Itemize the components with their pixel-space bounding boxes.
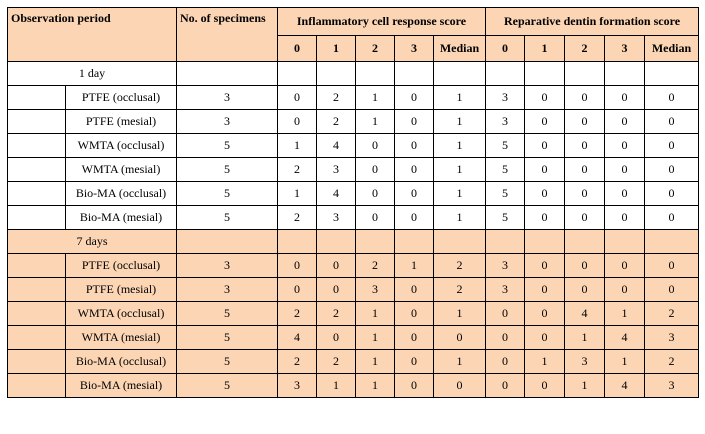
inflam-score-cell: 0 (395, 134, 434, 158)
inflam-score-cell: 0 (395, 278, 434, 302)
inflam-score-cell: 0 (395, 374, 434, 398)
inflam-median-cell: 1 (434, 206, 486, 230)
inflam-score-cell: 0 (395, 158, 434, 182)
repar-score-cell: 0 (525, 110, 565, 134)
table-row (8, 326, 699, 350)
material-cell: WMTA (occlusal) (66, 302, 177, 326)
repar-score-cell: 0 (525, 326, 565, 350)
repar-score-cell: 0 (605, 206, 645, 230)
empty-cell (486, 230, 525, 254)
inflam-score-cell: 2 (317, 350, 356, 374)
specimen-count-cell: 3 (177, 86, 278, 110)
repar-median-cell: 0 (645, 278, 699, 302)
empty-cell (434, 230, 486, 254)
inflam-score-cell: 3 (317, 206, 356, 230)
inflam-score-cell: 1 (278, 134, 317, 158)
table-row (8, 134, 699, 158)
empty-cell (525, 230, 565, 254)
repar-median-cell: 0 (645, 182, 699, 206)
inflam-score-cell: 2 (278, 350, 317, 374)
repar-score-cell: 0 (565, 182, 605, 206)
inflam-score-cell: 0 (278, 86, 317, 110)
empty-cell (565, 62, 605, 86)
specimen-count-cell: 5 (177, 182, 278, 206)
specimen-count-cell: 5 (177, 374, 278, 398)
indent-cell (8, 86, 66, 110)
empty-cell (177, 62, 278, 86)
indent-cell (8, 326, 66, 350)
table-row (8, 254, 699, 278)
inflam-score-cell: 0 (395, 206, 434, 230)
inflam-score-cell: 0 (356, 206, 395, 230)
empty-cell (356, 230, 395, 254)
repar-score-cell: 0 (486, 302, 525, 326)
inflam-median-cell: 0 (434, 326, 486, 350)
repar-score-cell: 0 (565, 86, 605, 110)
specimen-count-cell: 3 (177, 278, 278, 302)
repar-score-cell: 5 (486, 206, 525, 230)
repar-score-cell: 5 (486, 134, 525, 158)
specimen-count-cell: 5 (177, 206, 278, 230)
inflam-median-col: Median (434, 36, 486, 62)
table-row (8, 86, 699, 110)
repar-score-cell: 0 (525, 158, 565, 182)
indent-cell (8, 206, 66, 230)
repar-median-cell: 2 (645, 350, 699, 374)
inflam-median-cell: 1 (434, 158, 486, 182)
inflam-median-cell: 1 (434, 350, 486, 374)
repar-median-cell: 0 (645, 134, 699, 158)
observation-period-header: Observation period (8, 8, 177, 62)
material-cell: Bio-MA (occlusal) (66, 350, 177, 374)
specimen-count-cell: 5 (177, 302, 278, 326)
repar-median-cell: 3 (645, 326, 699, 350)
material-cell: PTFE (occlusal) (66, 254, 177, 278)
empty-cell (645, 230, 699, 254)
inflam-median-cell: 2 (434, 278, 486, 302)
inflam-score-cell: 3 (278, 374, 317, 398)
indent-cell (8, 278, 66, 302)
repar-score-cell: 4 (605, 374, 645, 398)
specimens-header: No. of specimens (177, 8, 278, 62)
repar-median-cell: 0 (645, 158, 699, 182)
table-body (8, 62, 699, 398)
table-row (8, 350, 699, 374)
repar-median-cell: 0 (645, 110, 699, 134)
repar-score-cell: 0 (565, 206, 605, 230)
inflam-score-cell: 1 (278, 182, 317, 206)
table-row (8, 158, 699, 182)
inflam-score-cell: 0 (356, 134, 395, 158)
inflam-median-cell: 1 (434, 302, 486, 326)
inflam-score-cell: 1 (317, 374, 356, 398)
indent-cell (8, 254, 66, 278)
empty-cell (434, 62, 486, 86)
inflam-score-cell: 0 (395, 86, 434, 110)
specimen-count-cell: 5 (177, 350, 278, 374)
specimen-count-cell: 5 (177, 326, 278, 350)
material-cell: PTFE (mesial) (66, 110, 177, 134)
repar-score-cell: 0 (525, 134, 565, 158)
inflam-score-cell: 1 (356, 350, 395, 374)
specimen-count-cell: 5 (177, 134, 278, 158)
material-cell: Bio-MA (occlusal) (66, 182, 177, 206)
repar-score-cell: 0 (565, 110, 605, 134)
inflam-score-cell: 3 (317, 158, 356, 182)
indent-cell (8, 302, 66, 326)
indent-cell (8, 350, 66, 374)
table-row (8, 278, 699, 302)
inflam-score-cell: 0 (356, 182, 395, 206)
repar-score-cell: 0 (565, 158, 605, 182)
material-cell: WMTA (occlusal) (66, 134, 177, 158)
inflam-score-cell: 1 (356, 110, 395, 134)
indent-cell (8, 134, 66, 158)
inflam-score-cell: 4 (317, 134, 356, 158)
repar-score-cell: 5 (486, 158, 525, 182)
repar-score-cell: 0 (565, 278, 605, 302)
repar-score-cell: 1 (565, 374, 605, 398)
repar-median-cell: 0 (645, 206, 699, 230)
empty-cell (278, 230, 317, 254)
material-cell: PTFE (mesial) (66, 278, 177, 302)
inflam-score-cell: 0 (395, 110, 434, 134)
inflam-median-cell: 2 (434, 254, 486, 278)
empty-cell (395, 230, 434, 254)
table-row (8, 182, 699, 206)
indent-cell (8, 110, 66, 134)
inflam-score-col: 2 (356, 36, 395, 62)
inflam-score-cell: 2 (317, 86, 356, 110)
inflam-score-cell: 1 (356, 374, 395, 398)
repar-score-cell: 0 (525, 182, 565, 206)
repar-score-cell: 0 (525, 206, 565, 230)
repar-median-cell: 0 (645, 86, 699, 110)
material-cell: WMTA (mesial) (66, 158, 177, 182)
empty-cell (525, 62, 565, 86)
repar-score-cell: 0 (605, 110, 645, 134)
reparative-header: Reparative dentin formation score (486, 8, 699, 36)
inflam-median-cell: 0 (434, 374, 486, 398)
empty-cell (486, 62, 525, 86)
inflam-score-cell: 0 (278, 278, 317, 302)
repar-score-cell: 3 (565, 350, 605, 374)
inflam-median-cell: 1 (434, 110, 486, 134)
repar-score-cell: 0 (565, 254, 605, 278)
repar-score-cell: 0 (525, 86, 565, 110)
indent-cell (8, 374, 66, 398)
empty-cell (317, 230, 356, 254)
repar-score-cell: 0 (605, 158, 645, 182)
inflam-score-cell: 1 (356, 326, 395, 350)
repar-score-cell: 0 (605, 86, 645, 110)
repar-score-cell: 5 (486, 182, 525, 206)
inflam-score-cell: 2 (278, 206, 317, 230)
empty-cell (278, 62, 317, 86)
table-header (8, 8, 699, 62)
empty-cell (645, 62, 699, 86)
material-cell: WMTA (mesial) (66, 326, 177, 350)
repar-score-col: 2 (565, 36, 605, 62)
inflam-score-cell: 0 (356, 158, 395, 182)
inflam-score-cell: 1 (356, 86, 395, 110)
repar-score-cell: 0 (605, 134, 645, 158)
repar-median-cell: 3 (645, 374, 699, 398)
period-row (8, 230, 699, 254)
repar-score-cell: 0 (605, 254, 645, 278)
empty-cell (177, 230, 278, 254)
repar-score-cell: 0 (525, 278, 565, 302)
repar-score-cell: 3 (486, 254, 525, 278)
inflam-score-cell: 0 (278, 254, 317, 278)
period-row (8, 62, 699, 86)
inflam-score-cell: 0 (395, 182, 434, 206)
repar-score-cell: 3 (486, 278, 525, 302)
indent-cell (8, 182, 66, 206)
inflam-score-cell: 0 (395, 350, 434, 374)
inflam-score-cell: 4 (317, 182, 356, 206)
period-label: 7 days (8, 230, 177, 254)
repar-score-cell: 0 (605, 278, 645, 302)
repar-score-cell: 4 (565, 302, 605, 326)
repar-median-cell: 0 (645, 254, 699, 278)
inflammatory-header: Inflammatory cell response score (278, 8, 486, 36)
repar-score-cell: 0 (605, 182, 645, 206)
repar-score-cell: 0 (486, 326, 525, 350)
table-row (8, 302, 699, 326)
repar-score-cell: 3 (486, 86, 525, 110)
inflam-median-cell: 1 (434, 86, 486, 110)
period-label: 1 day (8, 62, 177, 86)
empty-cell (395, 62, 434, 86)
inflam-score-col: 1 (317, 36, 356, 62)
repar-score-cell: 0 (486, 350, 525, 374)
repar-score-cell: 3 (486, 110, 525, 134)
inflam-score-cell: 1 (395, 254, 434, 278)
inflam-score-cell: 3 (356, 278, 395, 302)
table-row (8, 374, 699, 398)
inflam-score-cell: 2 (278, 158, 317, 182)
repar-score-cell: 1 (525, 350, 565, 374)
inflam-score-cell: 2 (317, 302, 356, 326)
inflam-score-cell: 0 (317, 278, 356, 302)
inflam-score-cell: 4 (278, 326, 317, 350)
repar-score-col: 1 (525, 36, 565, 62)
inflam-score-col: 3 (395, 36, 434, 62)
table-row (8, 206, 699, 230)
repar-score-col: 0 (486, 36, 525, 62)
material-cell: PTFE (occlusal) (66, 86, 177, 110)
empty-cell (605, 230, 645, 254)
empty-cell (356, 62, 395, 86)
material-cell: Bio-MA (mesial) (66, 374, 177, 398)
header-row-top (8, 8, 699, 36)
repar-score-cell: 0 (486, 374, 525, 398)
inflam-score-cell: 0 (317, 254, 356, 278)
repar-score-cell: 0 (525, 254, 565, 278)
table-row (8, 110, 699, 134)
repar-median-cell: 2 (645, 302, 699, 326)
inflam-median-cell: 1 (434, 182, 486, 206)
inflam-score-cell: 2 (278, 302, 317, 326)
repar-score-cell: 0 (525, 374, 565, 398)
indent-cell (8, 158, 66, 182)
inflam-score-cell: 1 (356, 302, 395, 326)
inflam-score-cell: 0 (317, 326, 356, 350)
empty-cell (605, 62, 645, 86)
repar-score-cell: 4 (605, 326, 645, 350)
repar-score-cell: 1 (565, 326, 605, 350)
specimen-count-cell: 3 (177, 110, 278, 134)
material-cell: Bio-MA (mesial) (66, 206, 177, 230)
inflam-score-cell: 0 (395, 326, 434, 350)
inflam-score-cell: 2 (356, 254, 395, 278)
repar-score-cell: 0 (565, 134, 605, 158)
repar-score-cell: 0 (525, 302, 565, 326)
inflam-score-cell: 0 (278, 110, 317, 134)
specimen-count-cell: 5 (177, 158, 278, 182)
inflam-score-cell: 0 (395, 302, 434, 326)
repar-median-col: Median (645, 36, 699, 62)
repar-score-col: 3 (605, 36, 645, 62)
inflam-median-cell: 1 (434, 134, 486, 158)
repar-score-cell: 1 (605, 350, 645, 374)
empty-cell (565, 230, 605, 254)
inflam-score-col: 0 (278, 36, 317, 62)
repar-score-cell: 1 (605, 302, 645, 326)
specimen-count-cell: 3 (177, 254, 278, 278)
empty-cell (317, 62, 356, 86)
observation-table (7, 7, 699, 398)
inflam-score-cell: 2 (317, 110, 356, 134)
